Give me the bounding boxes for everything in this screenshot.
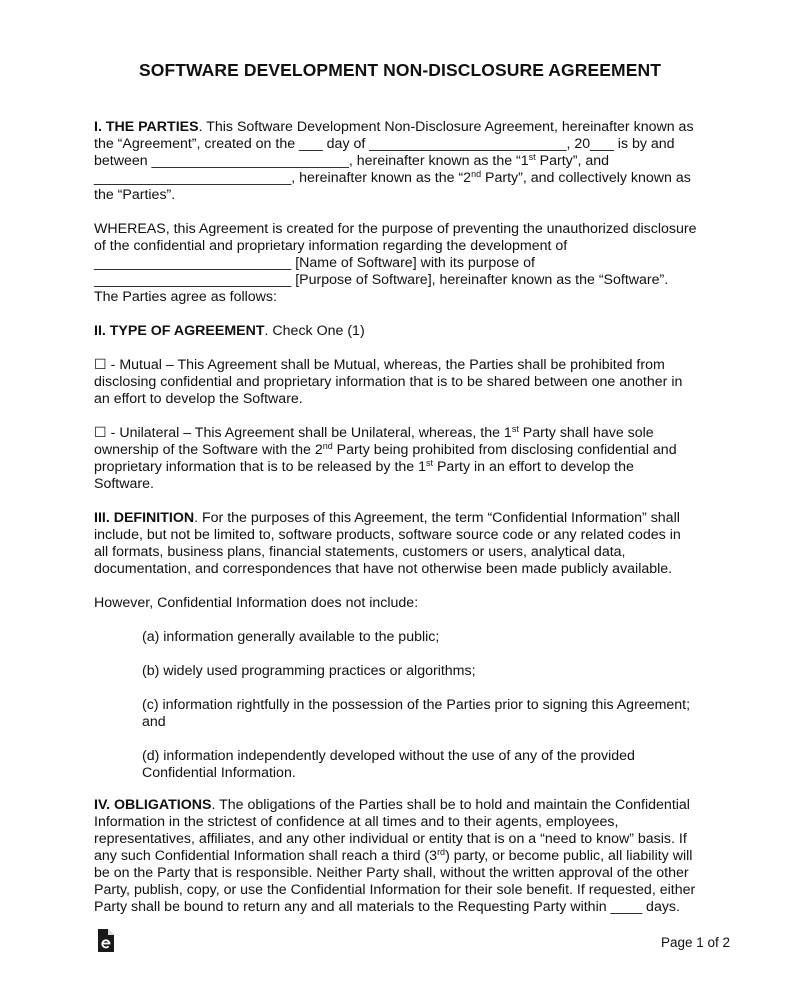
whereas-line: _________________________ [Name of Software] with its purpose of [94,255,535,271]
section-definition: III. DEFINITION. For the purposes of this Agreement, the term “Confidential Information” shall include, but not be limited to, software products, software source code or any related codes in all formats, business plans, financial statements, customers or users, analytical data, documentation, and correspondences that have not otherwise been made publicly available. [94,510,681,577]
parties-line: the “Parties”. [94,187,176,203]
whereas-line: The Parties agree as follows: [94,289,277,305]
document-body [94,119,714,916]
section-parties [94,119,714,204]
whereas-line: WHEREAS, this Agreement is created for the purpose of preventing the unauthorized disclosure [94,221,697,237]
section-heading: III. DEFINITION [94,510,195,526]
section-obligations: IV. OBLIGATIONS. The obligations of the Parties shall be to hold and maintain the Confidential Information in the strictest of confidence at all times and to their agents, employees, representatives, affiliates, and any other individual or entity that is on a “need to know” basis. If any such Confidential Information shall reach a third (3rd) party, or become public, all liability will be on the Party that is responsible. Neither Party shall, without the written approval of the other Party, publish, copy, or use the Confidential Information for their sole benefit. If requested, either Party shall be bound to return any and all materials to the Requesting Party within ____ days. [94,797,696,915]
section-heading: I. THE PARTIES [94,119,199,135]
whereas-line: of the confidential and proprietary information regarding the development of [94,238,568,254]
exclusions-list [94,629,714,782]
mutual-checkbox[interactable]: ☐ [94,357,107,373]
list-item: (c) information rightfully in the possession of the Parties prior to signing this Agreement; and [142,697,691,730]
however-line: However, Confidential Information does not include: [94,595,419,611]
section-type-heading: II. TYPE OF AGREEMENT. Check One (1) [94,323,365,339]
parties-line: I. THE PARTIES. This Software Development Non-Disclosure Agreement, hereinafter known as [94,119,694,135]
unilateral-checkbox[interactable]: ☐ [94,425,107,441]
whereas-line: _________________________ [Purpose of Software], hereinafter known as the “Software”. [94,272,669,288]
option-unilateral: ☐ - Unilateral – This Agreement shall be Unilateral, whereas, the 1st Party shall have sole ownership of the Software with the 2nd Party being prohibited from disclosing confidential and proprietary information that is to be released by the 1st Party in an effort to develop the Software. [94,424,677,492]
section-whereas [94,221,714,306]
section-heading: II. TYPE OF AGREEMENT [94,323,265,339]
document-title: SOFTWARE DEVELOPMENT NON-DISCLOSURE AGREEMENT [138,60,662,80]
eforms-logo-icon [96,928,116,954]
section-heading: IV. OBLIGATIONS [94,797,212,813]
option-mutual: ☐ - Mutual – This Agreement shall be Mutual, whereas, the Parties shall be prohibited from disclosing confidential and proprietary information that is to be shared between one another in an effort to develop the Software. [94,357,683,407]
list-item: (b) widely used programming practices or algorithms; [142,663,476,679]
parties-line: between _________________________, hereinafter known as the “1st Party”, and [94,152,610,169]
page-number: Page 1 of 2 [660,935,730,950]
parties-line: _________________________, hereinafter known as the “2nd Party”, and collectively known as [94,169,691,186]
list-item: (d) information independently developed without the use of any of the provided Confidential Information. [142,748,635,781]
list-item: (a) information generally available to the public; [142,629,440,645]
parties-line: the “Agreement”, created on the ___ day of _________________________, 20___ is by and [94,136,675,152]
